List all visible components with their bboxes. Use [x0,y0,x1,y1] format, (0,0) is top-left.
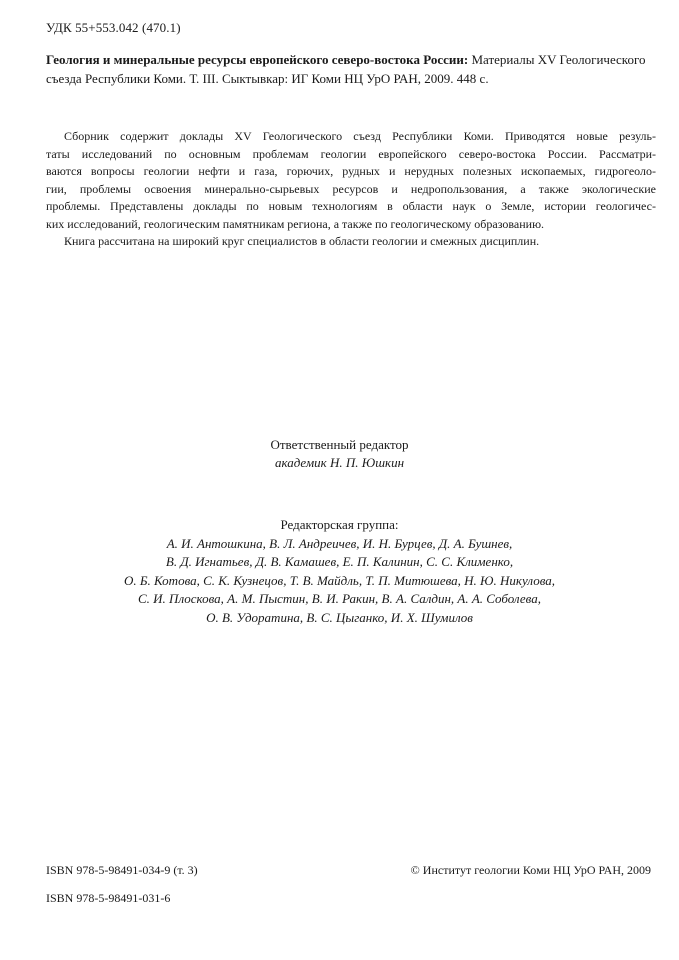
editorial-group-members: С. И. Плоскова, А. М. Пыстин, В. И. Ракин, В. А. Салдин, А. А. Соболева, [138,591,541,606]
abstract-line: ких исследований, геологическим памятникам региона, а также по геологическому образованию. [46,216,545,231]
udk-code: УДК 55+553.042 (470.1) [46,20,181,35]
responsible-editor-role: Ответственный редактор [270,437,409,452]
editorial-group-role: Редакторская группа: [280,517,399,532]
abstract-line: проблемы. Представлены доклады по новым технологиям в области наук о Земле, истории геологичес- [46,199,656,213]
citation-details: Материалы XV Геологического съезда Республики Коми. Т. III. Сыктывкар: ИГ Коми НЦ УрО РАН, 2009. 448 с. [46,52,646,86]
abstract-line: ваются вопросы геологии нефти и газа, горючих, рудных и нерудных полезных ископаемых, гидрогеоло- [46,164,656,178]
editorial-group-members: О. В. Удоратина, В. С. Цыганко, И. Х. Шумилов [206,609,473,625]
abstract-line: Книга рассчитана на широкий круг специалистов в области геологии и смежных дисциплин. [64,234,540,248]
copyright-notice: © Институт геологии Коми НЦ УрО РАН, 2009 [410,863,651,877]
bibliographic-citation [46,50,656,88]
abstract-line: таты исследований по основным проблемам геологии европейского северо-востока России. Рассматри- [46,146,656,161]
editorial-group-members: А. И. Антошкина, В. Л. Андреичев, И. Н. Бурцев, Д. А. Бушнев, [166,535,513,551]
isbn-series: ISBN 978-5-98491-031-6 [46,891,171,905]
book-title: Геология и минеральные ресурсы европейского северо-востока России: [46,52,469,67]
responsible-editor [0,436,679,472]
editorial-group [0,516,679,627]
abstract-line: Сборник содержит доклады XV Геологического съезд Республики Коми. Приводятся новые резуль- [64,129,656,143]
responsible-editor-name: академик Н. П. Юшкин [274,455,405,470]
editorial-group-members: В. Д. Игнатьев, Д. В. Камашев, Е. П. Калинин, С. С. Клименко, [165,554,514,569]
editorial-group-members: О. Б. Котова, С. К. Кузнецов, Т. В. Майдль, Т. П. Митюшева, Н. Ю. Никулова, [123,572,555,588]
abstract [46,128,656,251]
isbn-volume: ISBN 978-5-98491-034-9 (т. 3) [46,863,198,877]
abstract-line: гии, проблемы освоения минерально-сырьевых ресурсов и недропользования, а также экологические [46,181,656,196]
